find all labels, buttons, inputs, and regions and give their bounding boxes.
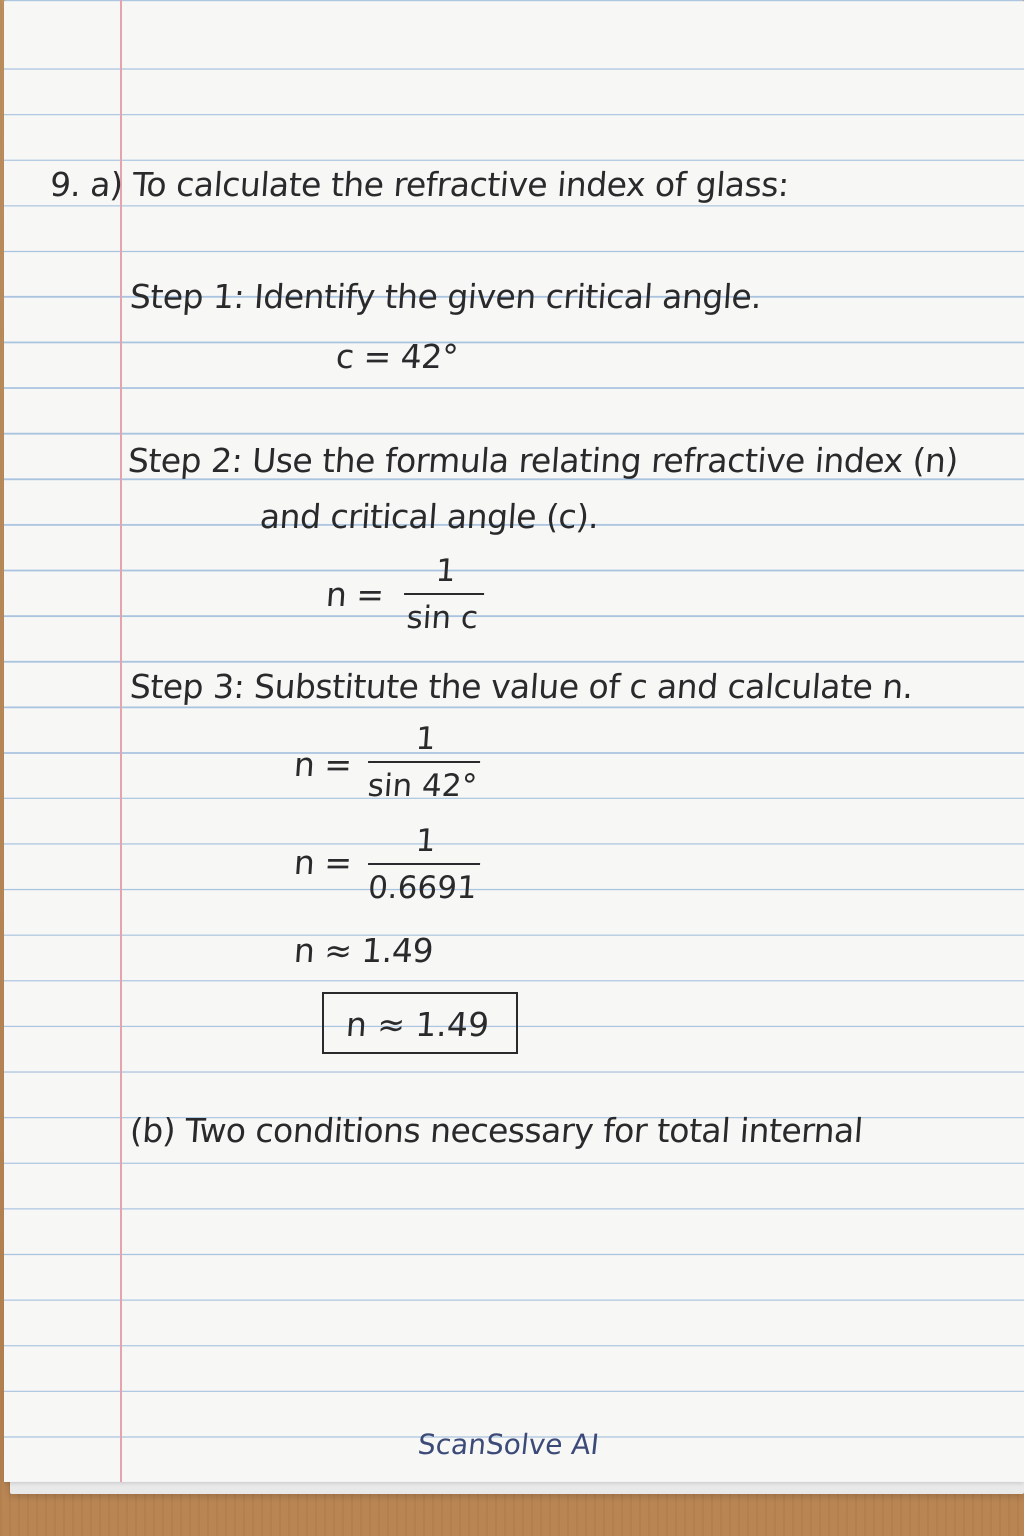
step1-text: Step 1: Identify the given critical angle.	[128, 277, 763, 316]
step2-numerator: 1	[434, 553, 457, 589]
boxed-answer-text: n ≈ 1.49	[344, 1005, 491, 1044]
step3-text: Step 3: Substitute the value of c and calculate n.	[128, 667, 915, 706]
step1-equation: c = 42°	[334, 337, 460, 376]
step2-text-line1: Step 2: Use the formula relating refractive index (n)	[126, 441, 960, 480]
boxed-answer	[322, 992, 518, 1054]
part-b-heading: (b) Two conditions necessary for total internal	[128, 1111, 864, 1150]
step3-eq3: n ≈ 1.49	[292, 931, 435, 970]
lined-paper-sheet	[4, 0, 1024, 1482]
margin-line	[120, 0, 122, 1482]
step2-fraction	[401, 553, 486, 636]
step2-lhs: n =	[324, 575, 385, 614]
step2-text-line2: and critical angle (c).	[258, 497, 600, 536]
step3-eq2-lhs: n =	[292, 843, 353, 882]
step3-eq1-numerator: 1	[414, 721, 437, 757]
scansolve-watermark: ScanSolve AI	[416, 1428, 601, 1461]
step3-eq1-fraction	[365, 721, 482, 804]
part-a-heading: 9. a) To calculate the refractive index of glass:	[48, 165, 791, 204]
step3-eq1-lhs: n =	[292, 745, 353, 784]
step3-eq2-denominator: 0.6691	[366, 870, 478, 906]
step3-eq1-denominator: sin 42°	[366, 768, 479, 804]
step3-eq2-fraction	[365, 823, 482, 906]
step2-denominator: sin c	[405, 600, 480, 636]
step3-eq2-numerator: 1	[414, 823, 437, 859]
